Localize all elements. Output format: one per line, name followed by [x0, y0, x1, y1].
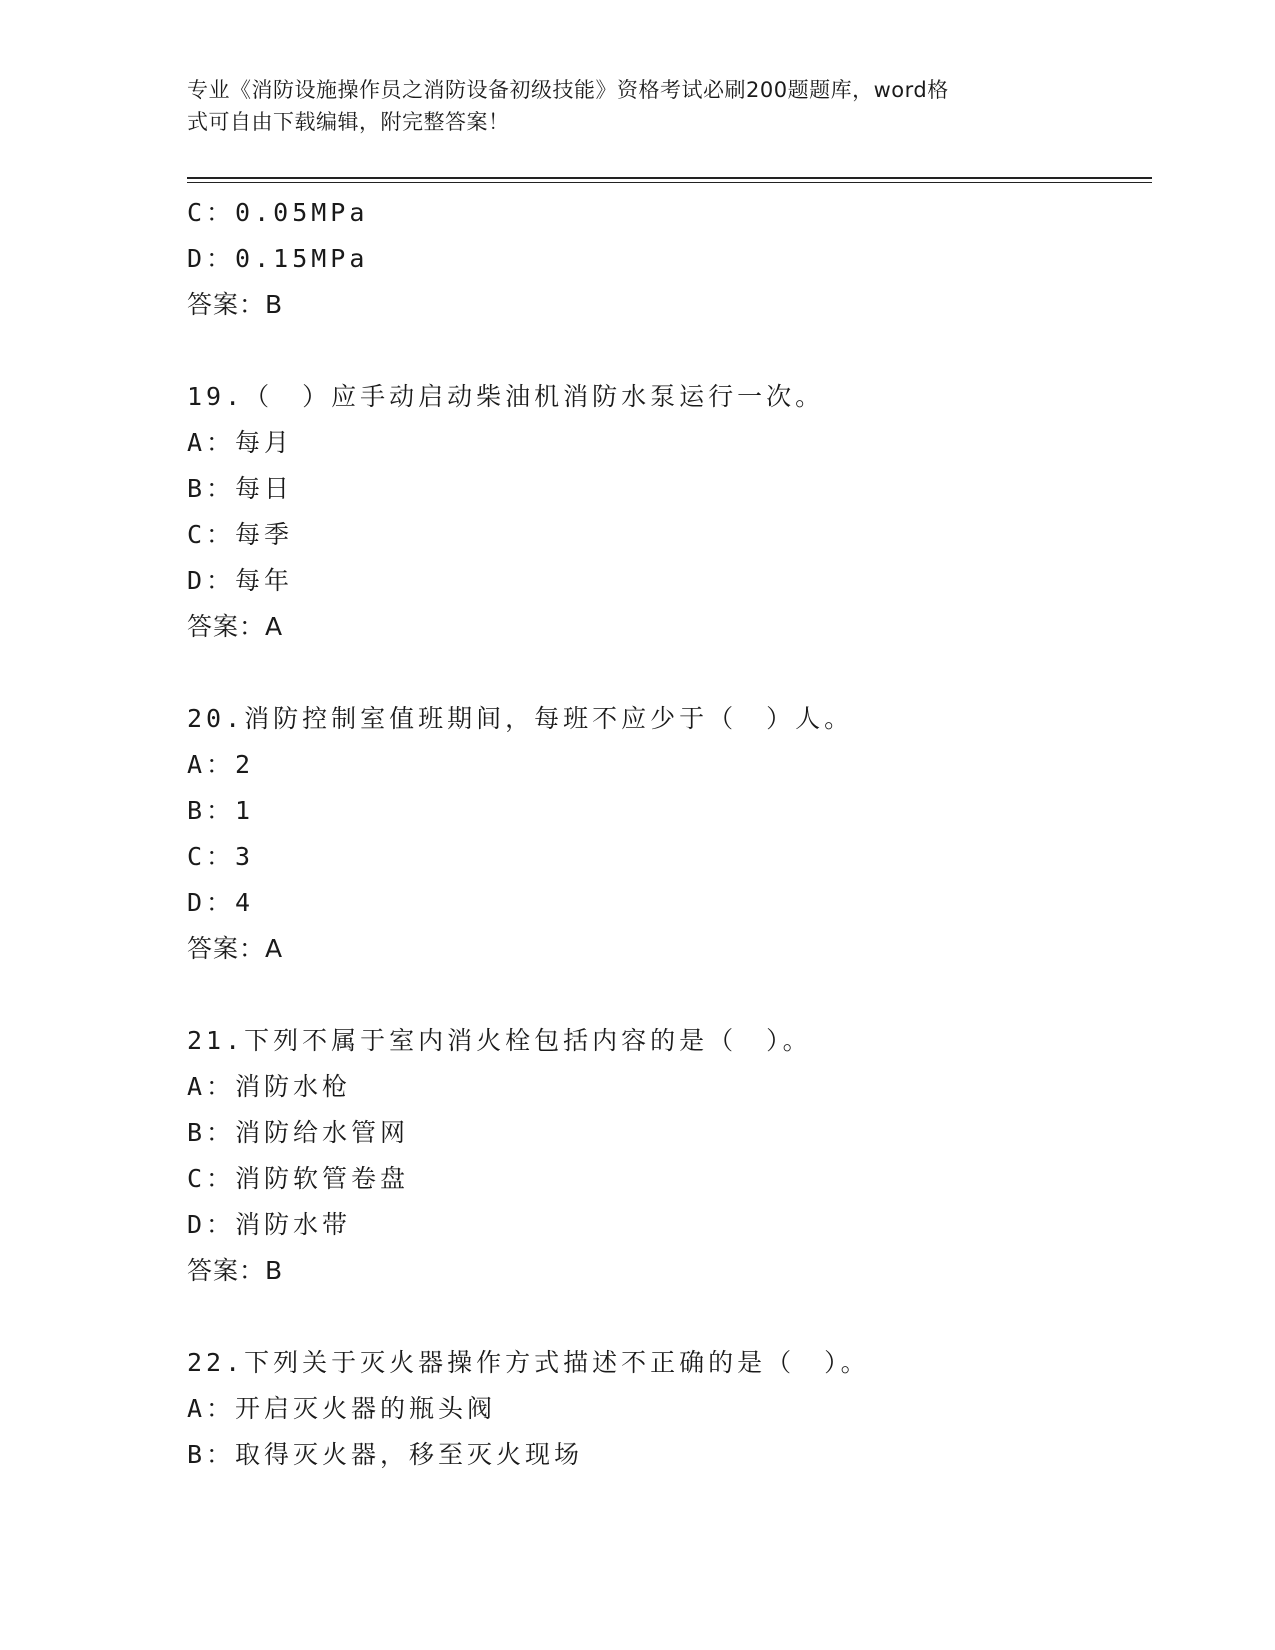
option-a: A：消防水枪: [187, 1072, 352, 1101]
answer-line: 答案：A: [187, 934, 284, 963]
question-block-22: [187, 1340, 1152, 1478]
question-block-21: [187, 1018, 1152, 1294]
spacer: [187, 1294, 1152, 1340]
option-d: D：每年: [187, 566, 294, 595]
question-block-19: [187, 374, 1152, 650]
option-a: A：每月: [187, 428, 294, 457]
option-c: C：3: [187, 842, 255, 871]
option-d: D：4: [187, 888, 255, 917]
spacer: [187, 328, 1152, 374]
question-stem: 22.下列关于灭火器操作方式描述不正确的是（ ）。: [187, 1348, 870, 1377]
spacer: [187, 650, 1152, 696]
header-line-1: 专业《消防设施操作员之消防设备初级技能》资格考试必刷200题题库，word格: [187, 78, 949, 102]
question-stem: 21.下列不属于室内消火栓包括内容的是（ ）。: [187, 1026, 812, 1055]
option-c: C：消防软管卷盘: [187, 1164, 410, 1193]
answer-line: 答案：B: [187, 1256, 284, 1285]
option-b: B：每日: [187, 474, 294, 503]
header-divider-thin: [187, 182, 1152, 183]
answer-line: 答案：B: [187, 290, 284, 319]
option-d: D：消防水带: [187, 1210, 352, 1239]
question-block-18: [187, 190, 1152, 328]
spacer: [187, 972, 1152, 1018]
option-a: A：开启灭火器的瓶头阀: [187, 1394, 497, 1423]
option-c: C：0.05MPa: [187, 198, 369, 227]
question-block-20: [187, 696, 1152, 972]
option-b: B：1: [187, 796, 255, 825]
question-list: [187, 190, 1152, 1478]
header-line-2: 式可自由下载编辑，附完整答案！: [187, 110, 510, 134]
answer-line: 答案：A: [187, 612, 284, 641]
header-divider-thick: [187, 177, 1152, 179]
option-d: D：0.15MPa: [187, 244, 369, 273]
option-b: B：取得灭火器，移至灭火现场: [187, 1440, 584, 1469]
option-b: B：消防给水管网: [187, 1118, 410, 1147]
document-header: [187, 74, 1087, 138]
option-a: A：2: [187, 750, 255, 779]
question-stem: 20.消防控制室值班期间，每班不应少于（ ）人。: [187, 704, 854, 733]
question-stem: 19.（ ）应手动启动柴油机消防水泵运行一次。: [187, 382, 825, 411]
option-c: C：每季: [187, 520, 294, 549]
